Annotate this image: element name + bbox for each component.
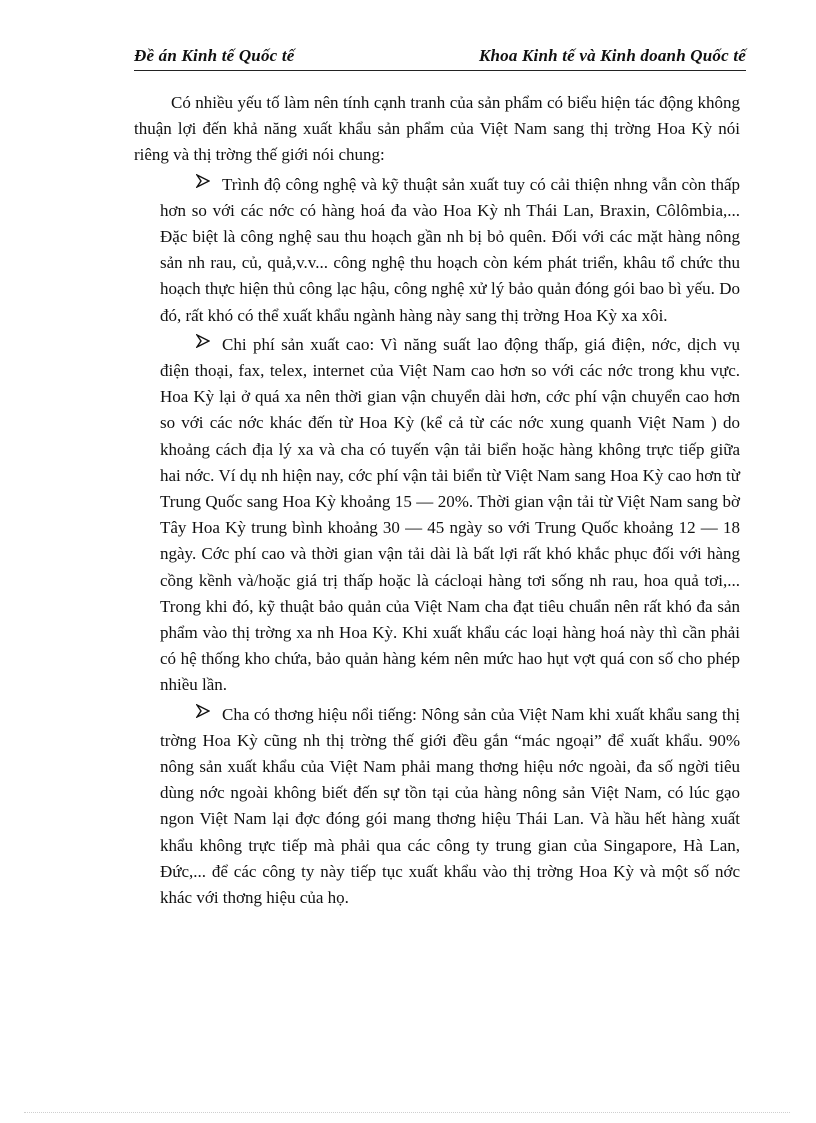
intro-paragraph: Có nhiều yếu tố làm nên tính cạnh tranh của sản phẩm có biểu hiện tác động không thuận lợi đến khả năng xuất khẩu sản phẩm của Việt Nam sang thị trờng Hoa Kỳ nói riêng và thị trờng thế giới nói chung: <box>134 93 740 165</box>
page-header <box>134 40 746 71</box>
header-document-title: Đề án Kinh tế Quốc tế <box>134 46 295 65</box>
arrowhead-bullet-icon <box>196 334 210 348</box>
bullet-paragraph-technology <box>134 172 740 329</box>
arrowhead-bullet-icon <box>196 704 210 718</box>
bullet-paragraph-brand <box>134 702 740 912</box>
bullet-text: Trình độ công nghệ và kỹ thuật sản xuất tuy có cải thiện nhng vẫn còn thấp hơn so với các nớc có hàng hoá đa vào Hoa Kỳ nh Thái Lan, Braxin, Côlômbia,... Đặc biệt là công nghệ sau thu hoạch gần nh bị bỏ quên. Đối với các mặt hàng nông sản nh rau, củ, quả,v.v... công nghệ thu hoạch còn kém phát triển, khâu tổ chức thu hoạch thực hiện thủ công lạc hậu, công nghệ xử lý bảo quản đóng gói bao bì yếu. Do đó, rất khó có thể xuất khẩu ngành hàng này sang thị trờng Hoa Kỳ xa xôi. <box>160 174 740 325</box>
bullet-paragraph-costs <box>134 332 740 699</box>
document-body <box>134 90 740 914</box>
bullet-text: Chi phí sản xuất cao: Vì năng suất lao động thấp, giá điện, nớc, dịch vụ điện thoại, fax, telex, internet của Việt Nam cao hơn so với các nớc trong khu vực. Hoa Kỳ lại ở quá xa nên thời gian vận chuyển dài hơn, cớc phí vận chuyển cao hơn so với các nớc khác đến từ Hoa Kỳ (kể cả từ các nớc xung quanh Việt Nam ) do khoảng cách địa lý xa và cha có tuyến vận tải biển hoặc hàng không trực tiếp giữa hai nớc. Ví dụ nh hiện nay, cớc phí vận tải biển từ Việt Nam sang Hoa Kỳ cao hơn từ Trung Quốc sang Hoa Kỳ khoảng 15 — 20%. Thời gian vận tải từ Việt Nam sang bờ Tây Hoa Kỳ trung bình khoảng 30 — 45 ngày so với Trung Quốc khoảng 12 — 18 ngày. Cớc phí cao và thời gian vận tải dài là bất lợi rất khó khắc phục đối với hàng cồng kềnh và/hoặc giá trị thấp hoặc là cácloại hàng tơi sống nh rau, hoa quả tơi,... Trong khi đó, kỹ thuật bảo quản của Việt Nam cha đạt tiêu chuẩn nên rất khó đa sản phẩm vào thị trờng xa nh Hoa Kỳ. Khi xuất khẩu các loại hàng hoá này thì cần phải có hệ thống kho chứa, bảo quản hàng kém nên mức hao hụt vợt quá con số cho phép nhiều lần. <box>160 334 740 695</box>
bullet-text: Cha có thơng hiệu nổi tiếng: Nông sản của Việt Nam khi xuất khẩu sang thị trờng Hoa Kỳ cũng nh thị trờng thế giới đều gắn “mác ngoại” để xuất khẩu. 90% nông sản xuất khẩu của Việt Nam phải mang thơng hiệu nớc ngoài, đa số ngời tiêu dùng nớc ngoài không biết đến sự tồn tại của hàng nông sản Việt Nam, có lúc gạo ngon Việt Nam lại đợc đóng gói mang thơng hiệu Thái Lan. Và hầu hết hàng xuất khẩu không trực tiếp mà phải qua các công ty trung gian của Singapore, Hà Lan, Đức,... để các công ty này tiếp tục xuất khẩu vào thị trờng Hoa Kỳ và một số nớc khác với thơng hiệu của họ. <box>160 704 740 908</box>
page-bottom-divider <box>24 1112 790 1113</box>
header-faculty-name: Khoa Kinh tế và Kinh doanh Quốc tế <box>478 46 746 65</box>
arrowhead-bullet-icon <box>196 174 210 188</box>
